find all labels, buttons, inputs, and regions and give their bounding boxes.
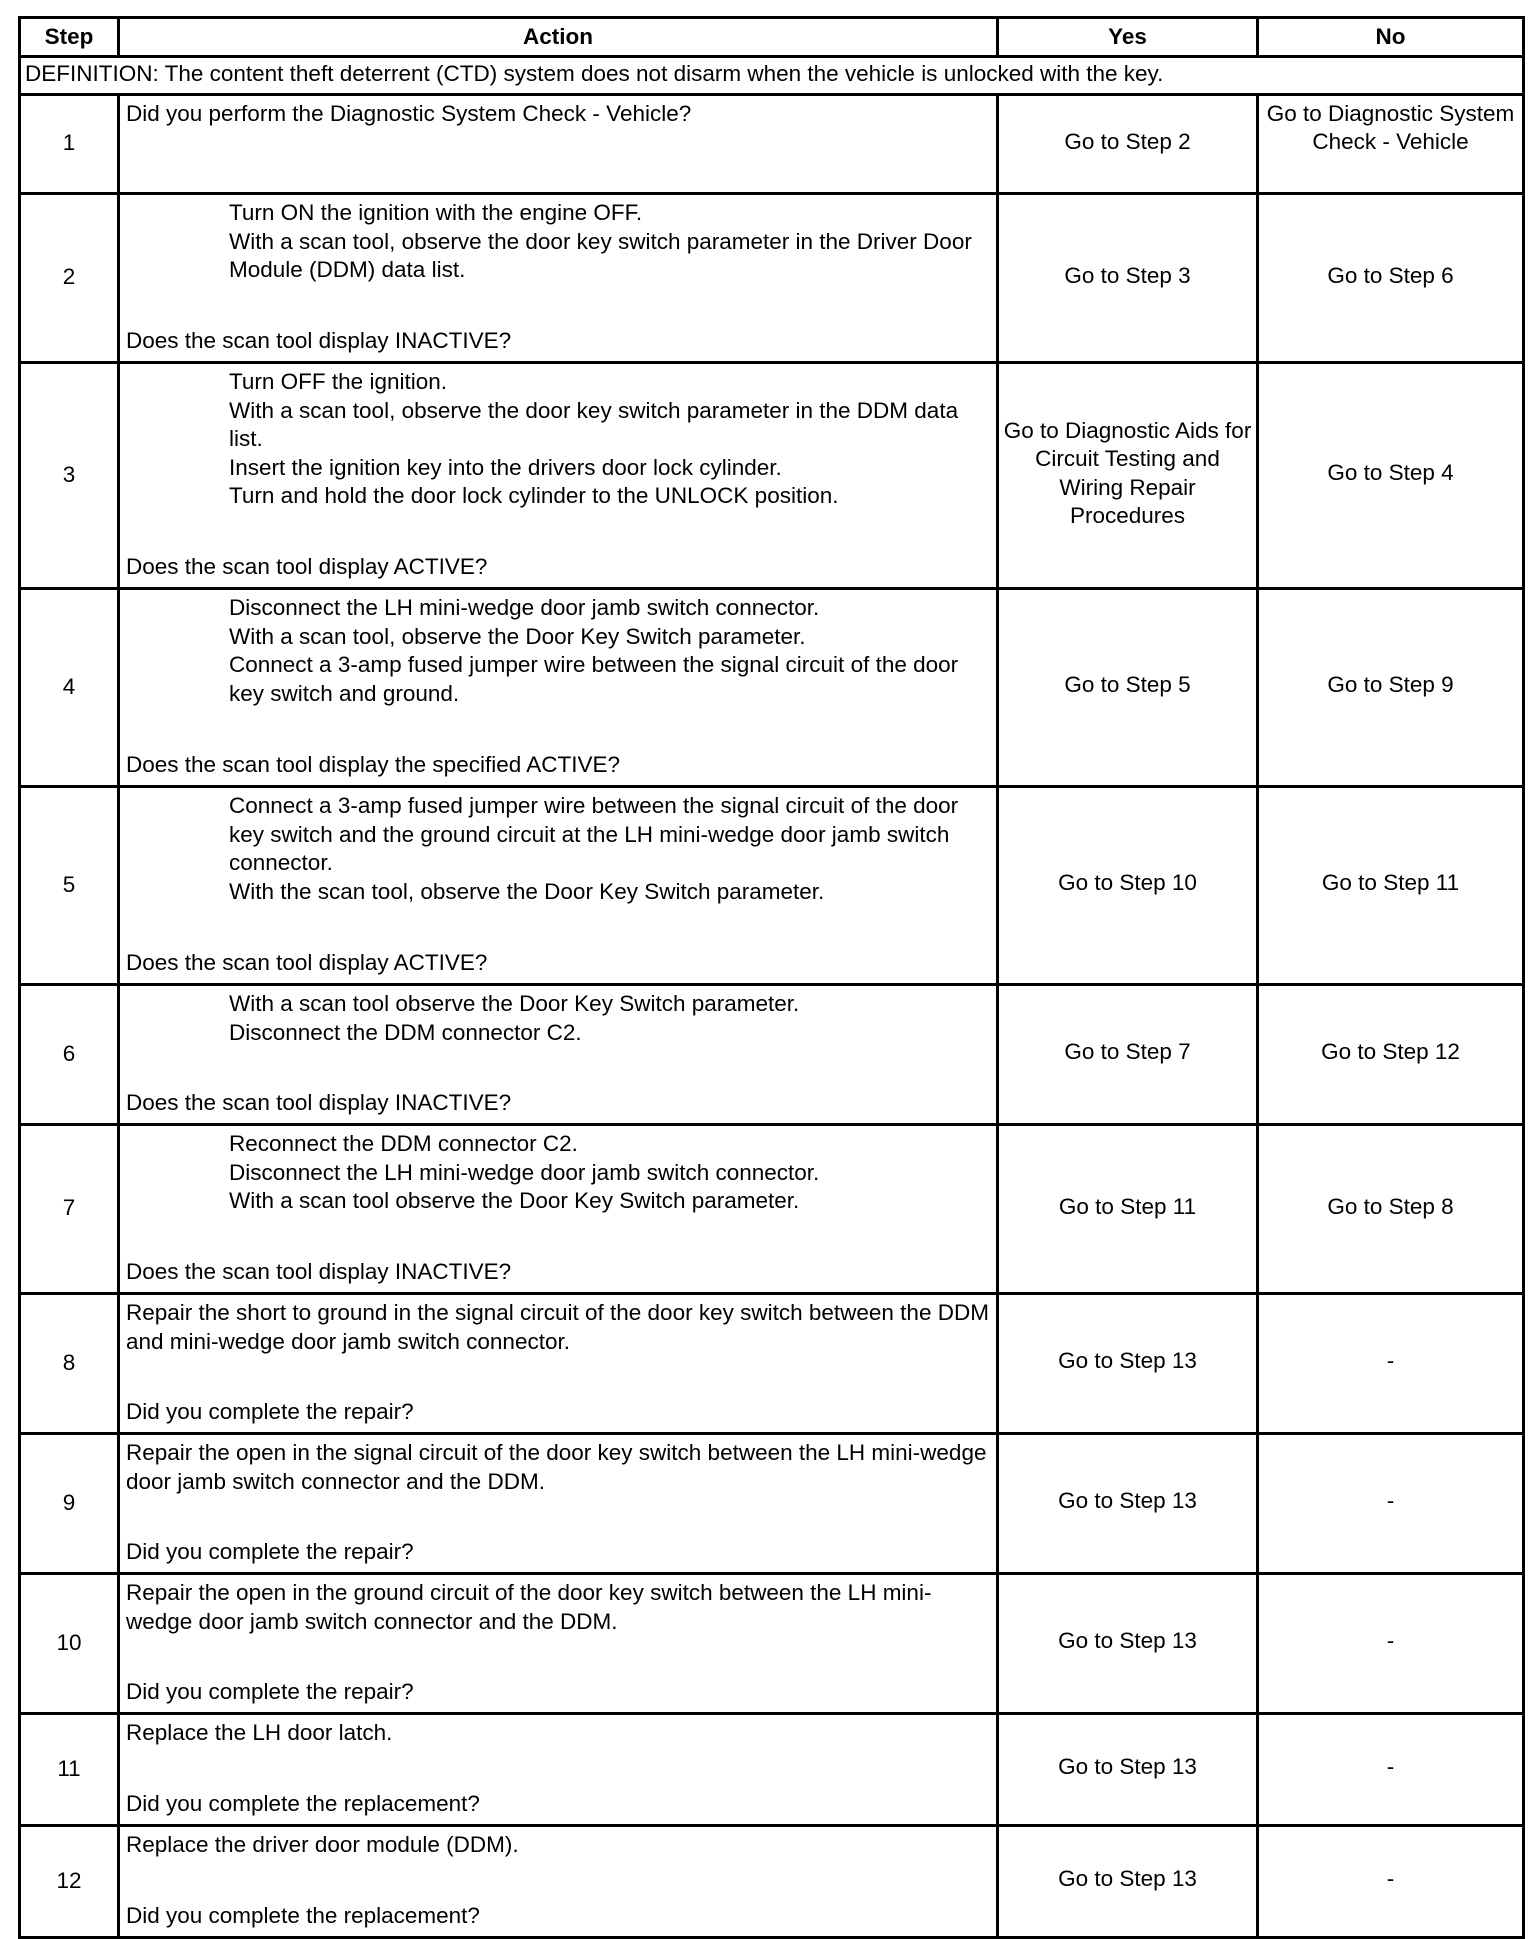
table-row (20, 1713, 1524, 1825)
action-question: Does the scan tool display ACTIVE? (126, 553, 488, 579)
action-question: Does the scan tool display INACTIVE? (126, 327, 512, 353)
action-step-line: With a scan tool, observe the Door Key Switch parameter. (229, 623, 806, 649)
header-action: Action (119, 18, 998, 57)
action-intro-line: Replace the driver door module (DDM). (126, 1832, 519, 1857)
action-steps (126, 792, 990, 906)
action-cell (119, 588, 998, 786)
action-top (126, 100, 990, 129)
action-cell (119, 1124, 998, 1293)
no-result: - (1258, 1433, 1524, 1573)
action-cell (119, 1573, 998, 1713)
yes-result: Go to Step 13 (998, 1433, 1258, 1573)
no-result: Go to Step 8 (1258, 1124, 1524, 1293)
definition-row (20, 57, 1524, 95)
action-cell (119, 362, 998, 588)
no-result: - (1258, 1573, 1524, 1713)
action-question: Does the scan tool display the specified ACTIVE? (126, 751, 621, 777)
action-intro (126, 1719, 990, 1748)
step-number: 2 (20, 193, 119, 362)
action-top (126, 1130, 990, 1216)
action-step-line: Disconnect the LH mini-wedge door jamb switch connector. (229, 595, 820, 620)
action-intro (126, 1831, 990, 1860)
action-top (126, 1299, 990, 1356)
action-intro-line: Repair the open in the signal circuit of the door key switch between the LH mini-wedge door jamb switch connector and the DDM. (126, 1440, 987, 1494)
step-number: 5 (20, 786, 119, 984)
action-question: Did you complete the replacement? (126, 1790, 480, 1816)
action-step-line: Turn and hold the door lock cylinder to the UNLOCK position. (229, 483, 839, 508)
action-step-line: Connect a 3-amp fused jumper wire between the signal circuit of the door key switch and ground. (229, 652, 959, 706)
action-question: Does the scan tool display ACTIVE? (126, 949, 488, 975)
no-result: - (1258, 1825, 1524, 1937)
yes-result: Go to Step 13 (998, 1293, 1258, 1433)
action-cell (119, 1433, 998, 1573)
yes-result: Go to Step 13 (998, 1825, 1258, 1937)
action-steps (126, 199, 990, 285)
action-step-line: With a scan tool observe the Door Key Switch parameter. (229, 1188, 800, 1213)
table-row (20, 1293, 1524, 1433)
action-cell (119, 1825, 998, 1937)
no-result: Go to Step 9 (1258, 588, 1524, 786)
yes-result: Go to Step 3 (998, 193, 1258, 362)
action-intro-line: Did you perform the Diagnostic System Check - Vehicle? (126, 101, 692, 126)
action-cell (119, 94, 998, 193)
action-step-line: Disconnect the DDM connector C2. (229, 1019, 582, 1045)
action-question: Does the scan tool display INACTIVE? (126, 1089, 512, 1115)
diagnostic-table (18, 16, 1525, 1939)
action-intro (126, 1299, 990, 1356)
action-step-line: Connect a 3-amp fused jumper wire between the signal circuit of the door key switch and the ground circuit at the LH mini-wedge door jamb switch connector. (229, 793, 959, 875)
table-row (20, 1124, 1524, 1293)
no-result: Go to Step 6 (1258, 193, 1524, 362)
yes-result: Go to Diagnostic Aids for Circuit Testing and Wiring Repair Procedures (998, 362, 1258, 588)
header-step: Step (20, 18, 119, 57)
action-intro-line: Repair the open in the ground circuit of the door key switch between the LH mini-wedge door jamb switch connector and the DDM. (126, 1580, 932, 1634)
action-step-line: With a scan tool, observe the door key switch parameter in the DDM data list. (229, 397, 959, 451)
yes-result: Go to Step 7 (998, 984, 1258, 1124)
action-cell (119, 1713, 998, 1825)
step-number: 8 (20, 1293, 119, 1433)
action-intro-line: Replace the LH door latch. (126, 1720, 393, 1745)
step-number: 10 (20, 1573, 119, 1713)
action-steps (126, 594, 990, 708)
table-row (20, 1573, 1524, 1713)
action-top (126, 1831, 990, 1860)
action-step-line: Reconnect the DDM connector C2. (229, 1131, 578, 1156)
action-question: Did you complete the replacement? (126, 1902, 480, 1928)
yes-result: Go to Step 2 (998, 94, 1258, 193)
action-intro-line: Repair the short to ground in the signal circuit of the door key switch between the DDM and mini-wedge door jamb switch connector. (126, 1300, 989, 1354)
action-cell (119, 786, 998, 984)
action-cell (119, 193, 998, 362)
step-number: 12 (20, 1825, 119, 1937)
step-number: 11 (20, 1713, 119, 1825)
action-intro (126, 1579, 990, 1636)
table-row (20, 362, 1524, 588)
table-row (20, 94, 1524, 193)
table-row (20, 1433, 1524, 1573)
action-step-line: Turn ON the ignition with the engine OFF. (229, 200, 643, 225)
table-row (20, 786, 1524, 984)
step-number: 6 (20, 984, 119, 1124)
header-yes: Yes (998, 18, 1258, 57)
step-number: 4 (20, 588, 119, 786)
action-top (126, 1439, 990, 1496)
action-question: Did you complete the repair? (126, 1678, 414, 1704)
header-no: No (1258, 18, 1524, 57)
definition-text: DEFINITION: The content theft deterrent (CTD) system does not disarm when the vehicle is unlocked with the key. (20, 57, 1524, 95)
action-step-line: With the scan tool, observe the Door Key Switch parameter. (229, 878, 825, 904)
no-result: Go to Step 12 (1258, 984, 1524, 1124)
table-row (20, 1825, 1524, 1937)
action-top (126, 594, 990, 708)
action-step-line: Insert the ignition key into the drivers door lock cylinder. (229, 454, 782, 480)
yes-result: Go to Step 11 (998, 1124, 1258, 1293)
step-number: 3 (20, 362, 119, 588)
action-question: Does the scan tool display INACTIVE? (126, 1258, 512, 1284)
action-steps (126, 368, 990, 511)
no-result: Go to Step 11 (1258, 786, 1524, 984)
yes-result: Go to Step 10 (998, 786, 1258, 984)
action-cell (119, 1293, 998, 1433)
action-question: Did you complete the repair? (126, 1538, 414, 1564)
action-question: Did you complete the repair? (126, 1398, 414, 1424)
action-cell (119, 984, 998, 1124)
action-intro (126, 100, 990, 129)
action-step-line: With a scan tool observe the Door Key Switch parameter. (229, 991, 800, 1016)
no-result: Go to Diagnostic System Check - Vehicle (1258, 94, 1524, 193)
action-steps (126, 990, 990, 1047)
header-row (20, 18, 1524, 57)
table-row (20, 984, 1524, 1124)
action-top (126, 990, 990, 1047)
action-steps (126, 1130, 990, 1216)
yes-result: Go to Step 13 (998, 1713, 1258, 1825)
table-row (20, 588, 1524, 786)
yes-result: Go to Step 5 (998, 588, 1258, 786)
action-step-line: With a scan tool, observe the door key switch parameter in the Driver Door Module (DDM) data list. (229, 228, 972, 282)
no-result: - (1258, 1713, 1524, 1825)
action-top (126, 792, 990, 906)
step-number: 9 (20, 1433, 119, 1573)
table-row (20, 193, 1524, 362)
no-result: - (1258, 1293, 1524, 1433)
action-top (126, 1719, 990, 1748)
step-number: 7 (20, 1124, 119, 1293)
action-step-line: Turn OFF the ignition. (229, 369, 448, 394)
action-top (126, 1579, 990, 1636)
action-top (126, 368, 990, 511)
action-intro (126, 1439, 990, 1496)
step-number: 1 (20, 94, 119, 193)
yes-result: Go to Step 13 (998, 1573, 1258, 1713)
action-top (126, 199, 990, 285)
action-step-line: Disconnect the LH mini-wedge door jamb switch connector. (229, 1159, 820, 1185)
no-result: Go to Step 4 (1258, 362, 1524, 588)
